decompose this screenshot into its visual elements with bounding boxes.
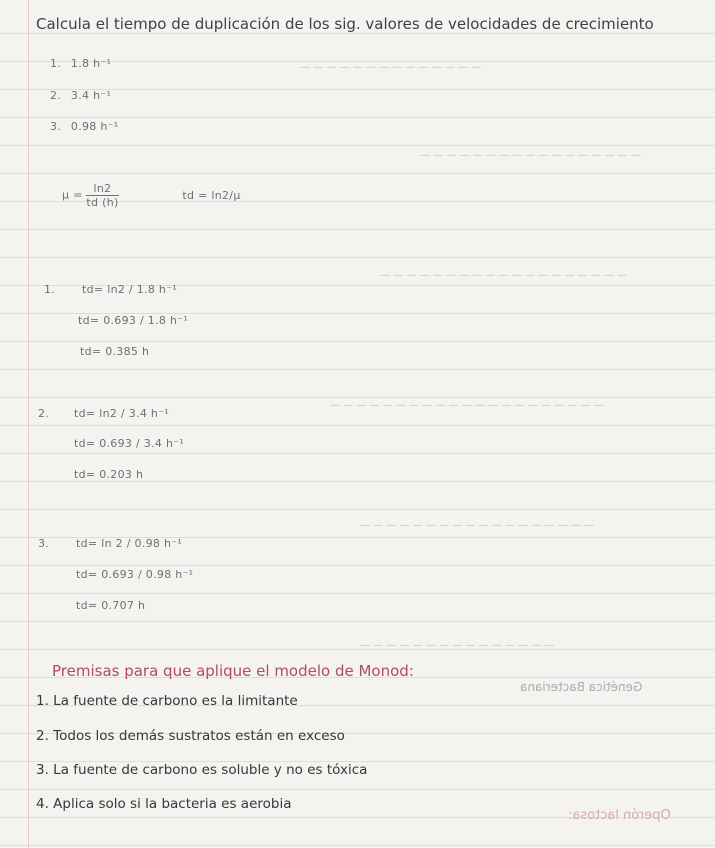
formula-numerator: ln2 [86,182,118,196]
problem-number: 1. [44,283,56,296]
formula-fraction [86,182,118,209]
margin-line [28,0,29,848]
bleed-heading-genetica: Genética Bacteriana [520,680,643,694]
bleed-text: — — — — — — — — — — — — — — — — — [420,150,641,161]
value-item [50,57,111,70]
problem-line: td= 0.203 h [74,468,144,481]
value-item [50,120,118,133]
problem-number: 2. [38,407,50,420]
problem-number: 3. [38,537,50,550]
value-text: 1.8 h⁻¹ [70,57,112,70]
formula-lhs: μ = [62,188,83,202]
problem-line: td= 0.707 h [76,599,146,612]
value-number: 3. [50,120,62,133]
problem-line: td= 0.693 / 1.8 h⁻¹ [78,314,189,327]
premise-item: 2. Todos los demás sustratos están en exceso [36,728,345,744]
problem-line: td= ln 2 / 0.98 h⁻¹ [76,537,183,550]
formula-denominator: td (h) [86,196,119,209]
formula-rhs: td = ln2/μ [182,188,241,202]
premise-item: 3. La fuente de carbono es soluble y no es tóxica [36,762,368,778]
formula-block [62,182,241,209]
bleed-text: — — — — — — — — — — — — — — — — — — — [380,270,628,281]
value-text: 0.98 h⁻¹ [70,120,119,133]
problem-line: td= ln2 / 1.8 h⁻¹ [82,283,178,296]
premise-item: 4. Aplica solo si la bacteria es aerobia [36,796,292,812]
problem-line: td= 0.693 / 3.4 h⁻¹ [74,437,185,450]
bleed-text: — — — — — — — — — — — — — — — [360,640,555,651]
value-text: 3.4 h⁻¹ [70,89,112,102]
problem-line: td= 0.693 / 0.98 h⁻¹ [76,568,194,581]
problem-line: td= 0.385 h [80,345,150,358]
premises-heading: Premisas para que aplique el modelo de Monod: [52,662,414,680]
bleed-text: — — — — — — — — — — — — — — — — — — [360,520,595,531]
premise-item: 1. La fuente de carbono es la limitante [36,693,298,709]
value-number: 1. [50,57,62,70]
value-item [50,89,111,102]
bleed-text: — — — — — — — — — — — — — — — — — — — — — [330,400,604,411]
value-number: 2. [50,89,62,102]
bleed-text: — — — — — — — — — — — — — — [300,62,482,73]
bleed-heading-operon: Operón lactosa: [568,808,671,823]
problem-line: td= ln2 / 3.4 h⁻¹ [74,407,170,420]
page-title: Calcula el tiempo de duplicación de los sig. valores de velocidades de crecimiento [36,15,654,33]
